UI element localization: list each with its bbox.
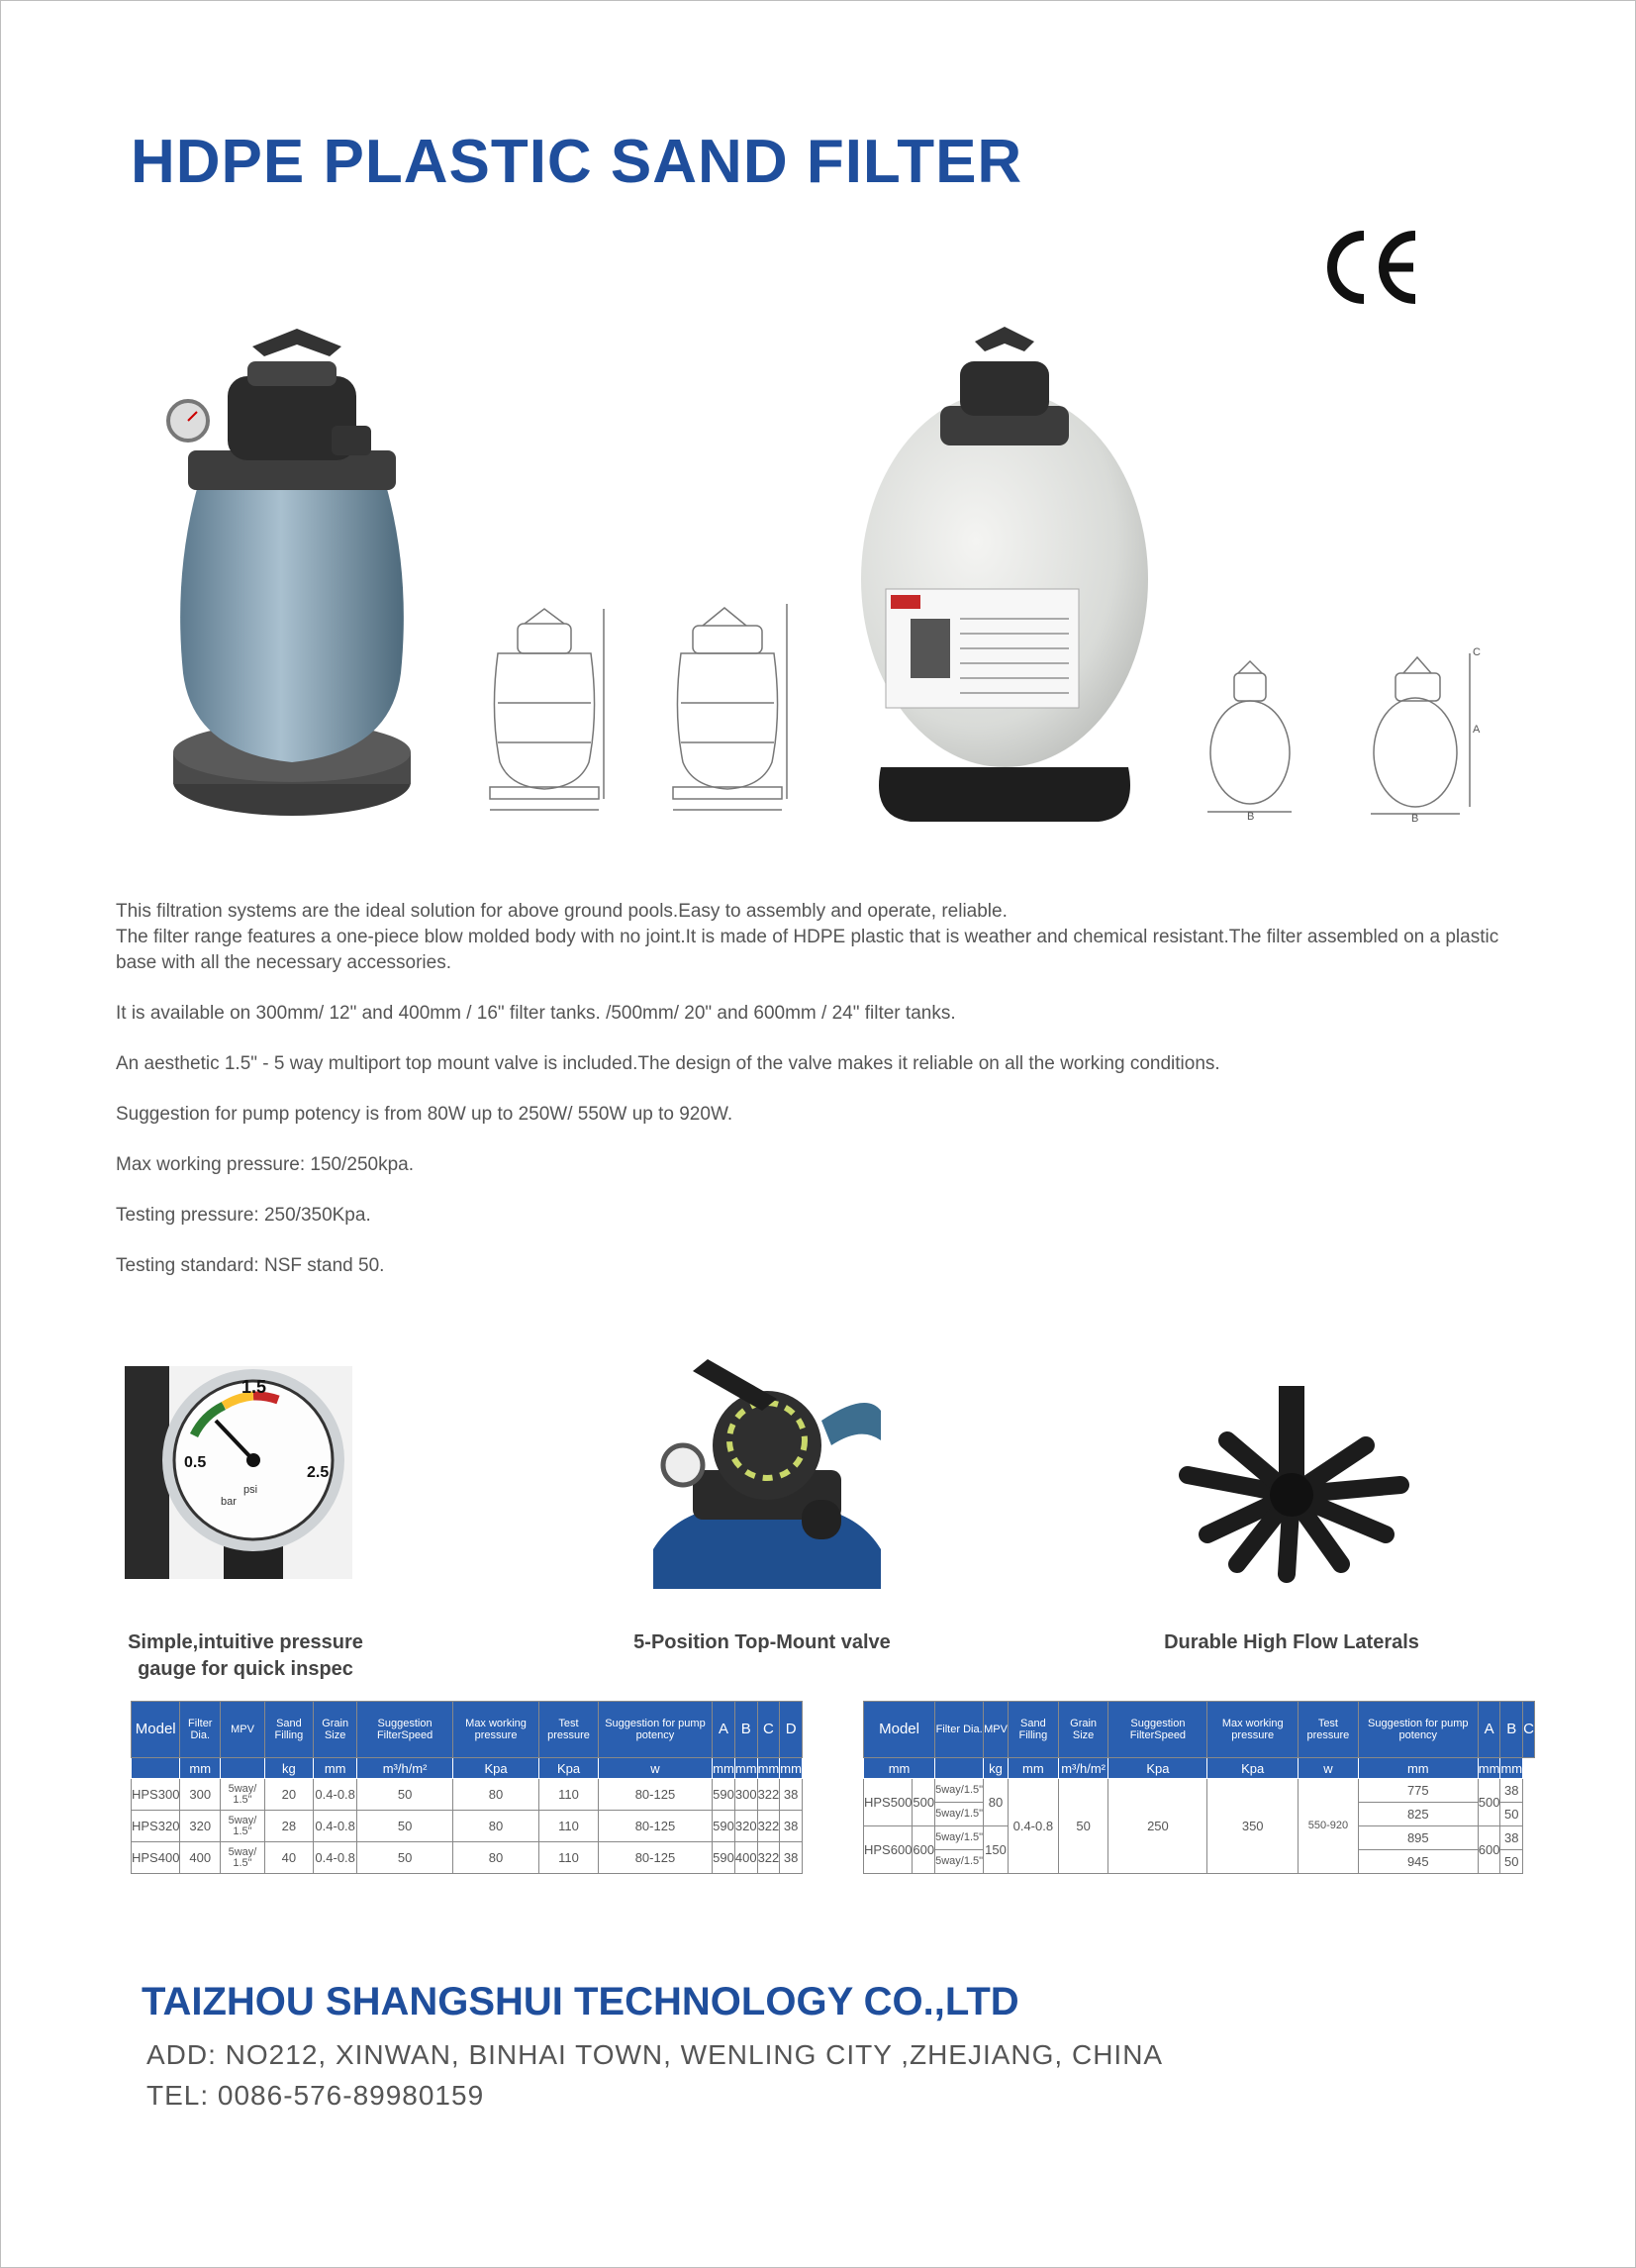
t2-mpv: 5way/1.5" — [935, 1850, 984, 1874]
t1-cell: 110 — [539, 1811, 598, 1842]
t2-mpv: 5way/1.5" — [935, 1826, 984, 1850]
desc-pump: Suggestion for pump potency is from 80W up to 250W/ 550W up to 920W. — [116, 1104, 733, 1125]
table-row — [864, 1779, 1535, 1803]
t1-cell: 320 — [180, 1811, 221, 1842]
gauge-label-0-5: 0.5 — [184, 1454, 207, 1471]
t2-unit: kg — [984, 1758, 1009, 1779]
small-sand-filter-photo — [153, 317, 421, 832]
t2-b: 500 — [1478, 1779, 1500, 1826]
t2-header-speed: Suggestion FilterSpeed — [1108, 1702, 1207, 1758]
t2-c: 50 — [1500, 1803, 1523, 1826]
top-mount-valve-photo — [653, 1351, 881, 1589]
t1-cell: 40 — [264, 1842, 313, 1874]
t1-unit: m³/h/m² — [357, 1758, 452, 1779]
t1-cell: 0.4-0.8 — [313, 1779, 356, 1811]
t1-cell: 110 — [539, 1842, 598, 1874]
t1-header-potency: Suggestion for pump potency — [598, 1702, 712, 1758]
t1-cell: 80 — [452, 1811, 538, 1842]
t1-header-sand: Sand Filling — [264, 1702, 313, 1758]
caption-gauge: Simple,intuitive pressure gauge for quick inspec — [128, 1631, 363, 1680]
t1-header-b: B — [734, 1702, 757, 1758]
t2-potency: 550-920 — [1298, 1779, 1358, 1874]
t1-unit — [221, 1758, 265, 1779]
t1-header-max-pressure: Max working pressure — [452, 1702, 538, 1758]
t1-cell: 80 — [452, 1842, 538, 1874]
t1-cell: 5way/ 1.5" — [221, 1779, 265, 1811]
t1-unit: mm — [757, 1758, 780, 1779]
t1-header-c: C — [757, 1702, 780, 1758]
t2-header-mpv: MPV — [984, 1702, 1009, 1758]
t2-max-pressure: 250 — [1108, 1779, 1207, 1874]
t2-header-sand: Sand Filling — [1008, 1702, 1058, 1758]
spec-table-large — [863, 1701, 1535, 1874]
table-row — [132, 1842, 803, 1874]
t1-cell: 0.4-0.8 — [313, 1811, 356, 1842]
t1-cell: 50 — [357, 1779, 452, 1811]
t1-header-speed: Suggestion FilterSpeed — [357, 1702, 452, 1758]
table-row — [132, 1811, 803, 1842]
t2-unit: w — [1298, 1758, 1358, 1779]
t2-dia: 600 — [913, 1826, 935, 1874]
gauge-unit-bar: bar — [221, 1496, 237, 1508]
t1-cell: 322 — [757, 1842, 780, 1874]
product-description — [116, 899, 1521, 1304]
t1-cell: 590 — [713, 1811, 735, 1842]
caption-valve: 5-Position Top-Mount valve — [633, 1631, 891, 1653]
t2-unit: mm — [864, 1758, 935, 1779]
t1-cell: 80-125 — [598, 1811, 712, 1842]
t2-a: 945 — [1358, 1850, 1478, 1874]
t1-cell: 110 — [539, 1779, 598, 1811]
t1-cell: 400 — [734, 1842, 757, 1874]
caption-laterals: Durable High Flow Laterals — [1164, 1631, 1419, 1653]
t2-mpv: 5way/1.5" — [935, 1803, 984, 1826]
gauge-unit-psi: psi — [243, 1484, 258, 1496]
page-title: HDPE PLASTIC SAND FILTER — [131, 128, 1023, 196]
t1-cell: 0.4-0.8 — [313, 1842, 356, 1874]
t2-header-potency: Suggestion for pump potency — [1358, 1702, 1478, 1758]
t2-header-grain: Grain Size — [1058, 1702, 1108, 1758]
t1-cell: 322 — [757, 1779, 780, 1811]
t2-header-filter-dia: Filter Dia. — [935, 1702, 984, 1758]
t1-cell: 320 — [734, 1811, 757, 1842]
t1-cell: 50 — [357, 1811, 452, 1842]
t1-cell: 5way/ 1.5" — [221, 1842, 265, 1874]
t1-unit: mm — [780, 1758, 803, 1779]
t1-cell: 38 — [780, 1811, 803, 1842]
t1-cell: 38 — [780, 1842, 803, 1874]
t1-cell: 590 — [713, 1779, 735, 1811]
spec-table-small — [131, 1701, 803, 1874]
desc-sizes: It is available on 300mm/ 12" and 400mm / 16" filter tanks. /500mm/ 20" and 600mm / 24" filter tanks. — [116, 1003, 956, 1024]
gauge-label-2-5: 2.5 — [307, 1464, 330, 1481]
t2-header-c: C — [1523, 1702, 1535, 1758]
desc-valve: An aesthetic 1.5" - 5 way multiport top mount valve is included.The design of the valve makes it reliable on all the working conditions. — [116, 1053, 1220, 1074]
t1-unit: Kpa — [539, 1758, 598, 1779]
t1-header-model: Model — [132, 1702, 180, 1758]
t1-cell: 300 — [180, 1779, 221, 1811]
t1-cell: 300 — [734, 1779, 757, 1811]
t2-test-pressure: 350 — [1207, 1779, 1299, 1874]
t1-cell: 80-125 — [598, 1779, 712, 1811]
t1-cell: 5way/ 1.5" — [221, 1811, 265, 1842]
small-filter-drawing-front — [480, 594, 619, 817]
drawing-label-b: B — [1247, 811, 1255, 822]
desc-standard: Testing standard: NSF stand 50. — [116, 1255, 385, 1276]
t1-cell: 28 — [264, 1811, 313, 1842]
t2-header-max-pressure: Max working pressure — [1207, 1702, 1299, 1758]
drawing-label-c: C — [1473, 646, 1481, 658]
t1-unit: Kpa — [452, 1758, 538, 1779]
t2-mpv: 5way/1.5" — [935, 1779, 984, 1803]
t1-cell: 38 — [780, 1779, 803, 1811]
t1-cell: 80-125 — [598, 1842, 712, 1874]
t1-cell: 80 — [452, 1779, 538, 1811]
t1-cell: HPS300 — [132, 1779, 180, 1811]
t1-header-mpv: MPV — [221, 1702, 265, 1758]
large-filter-drawing-front — [1203, 653, 1297, 822]
t1-header-test-pressure: Test pressure — [539, 1702, 598, 1758]
t2-unit: mm — [1358, 1758, 1478, 1779]
company-name: TAIZHOU SHANGSHUI TECHNOLOGY CO.,LTD — [142, 1980, 1019, 2023]
t1-unit: kg — [264, 1758, 313, 1779]
table-row — [132, 1779, 803, 1811]
t1-unit: w — [598, 1758, 712, 1779]
desc-test-pressure: Testing pressure: 250/350Kpa. — [116, 1205, 371, 1226]
t2-model: HPS600 — [864, 1826, 913, 1874]
t1-unit — [132, 1758, 180, 1779]
company-tel: TEL: 0086-576-89980159 — [146, 2080, 485, 2111]
t2-sand: 150 — [984, 1826, 1009, 1874]
t1-header-filter-dia: Filter Dia. — [180, 1702, 221, 1758]
t1-cell: HPS400 — [132, 1842, 180, 1874]
t2-unit: mm — [1478, 1758, 1500, 1779]
t2-b: 600 — [1478, 1826, 1500, 1874]
t2-unit: Kpa — [1108, 1758, 1207, 1779]
t1-header-a: A — [713, 1702, 735, 1758]
t2-a: 775 — [1358, 1779, 1478, 1803]
t2-a: 825 — [1358, 1803, 1478, 1826]
t2-dia: 500 — [913, 1779, 935, 1826]
t2-header-b: B — [1500, 1702, 1523, 1758]
t1-cell: 400 — [180, 1842, 221, 1874]
t1-cell: HPS320 — [132, 1811, 180, 1842]
t2-a: 895 — [1358, 1826, 1478, 1850]
ce-mark-logo — [1326, 228, 1421, 307]
drawing-label-a: A — [1473, 724, 1481, 736]
t1-cell: 322 — [757, 1811, 780, 1842]
t1-unit: mm — [734, 1758, 757, 1779]
t2-unit: mm — [1008, 1758, 1058, 1779]
t2-model: HPS500 — [864, 1779, 913, 1826]
t2-unit: Kpa — [1207, 1758, 1299, 1779]
t2-unit: m³/h/m² — [1058, 1758, 1108, 1779]
t2-header-model: Model — [864, 1702, 935, 1758]
t2-grain: 0.4-0.8 — [1008, 1779, 1058, 1874]
desc-body: The filter range features a one-piece blow molded body with no joint.It is made of HDPE plastic that is weather and chemical resistant.The filter assembled on a plastic base with all the necessary accessories. — [116, 927, 1499, 973]
small-filter-drawing-side — [663, 594, 802, 817]
t1-unit: mm — [180, 1758, 221, 1779]
t2-sand: 80 — [984, 1779, 1009, 1826]
t1-cell: 50 — [357, 1842, 452, 1874]
desc-max-pressure: Max working pressure: 150/250kpa. — [116, 1154, 414, 1175]
high-flow-laterals-photo — [1168, 1386, 1415, 1584]
t2-c: 38 — [1500, 1779, 1523, 1803]
pressure-gauge-photo — [125, 1366, 352, 1579]
t1-unit: mm — [313, 1758, 356, 1779]
t2-speed: 50 — [1058, 1779, 1108, 1874]
t2-c: 38 — [1500, 1826, 1523, 1850]
large-filter-drawing-side — [1366, 643, 1485, 822]
large-sand-filter-photo — [851, 322, 1158, 827]
company-address: ADD: NO212, XINWAN, BINHAI TOWN, WENLING CITY ,ZHEJIANG, CHINA — [146, 2039, 1164, 2070]
t1-header-grain: Grain Size — [313, 1702, 356, 1758]
gauge-label-1-5: 1.5 — [241, 1377, 267, 1397]
t1-cell: 20 — [264, 1779, 313, 1811]
t1-unit: mm — [713, 1758, 735, 1779]
drawing-label-b: B — [1411, 813, 1419, 822]
t2-header-a: A — [1478, 1702, 1500, 1758]
desc-intro: This filtration systems are the ideal solution for above ground pools.Easy to assembly and operate, reliable. — [116, 901, 1008, 922]
t2-c: 50 — [1500, 1850, 1523, 1874]
t2-unit: mm — [1500, 1758, 1523, 1779]
t2-unit — [935, 1758, 984, 1779]
t1-header-d: D — [780, 1702, 803, 1758]
t2-header-test-pressure: Test pressure — [1298, 1702, 1358, 1758]
t1-cell: 590 — [713, 1842, 735, 1874]
